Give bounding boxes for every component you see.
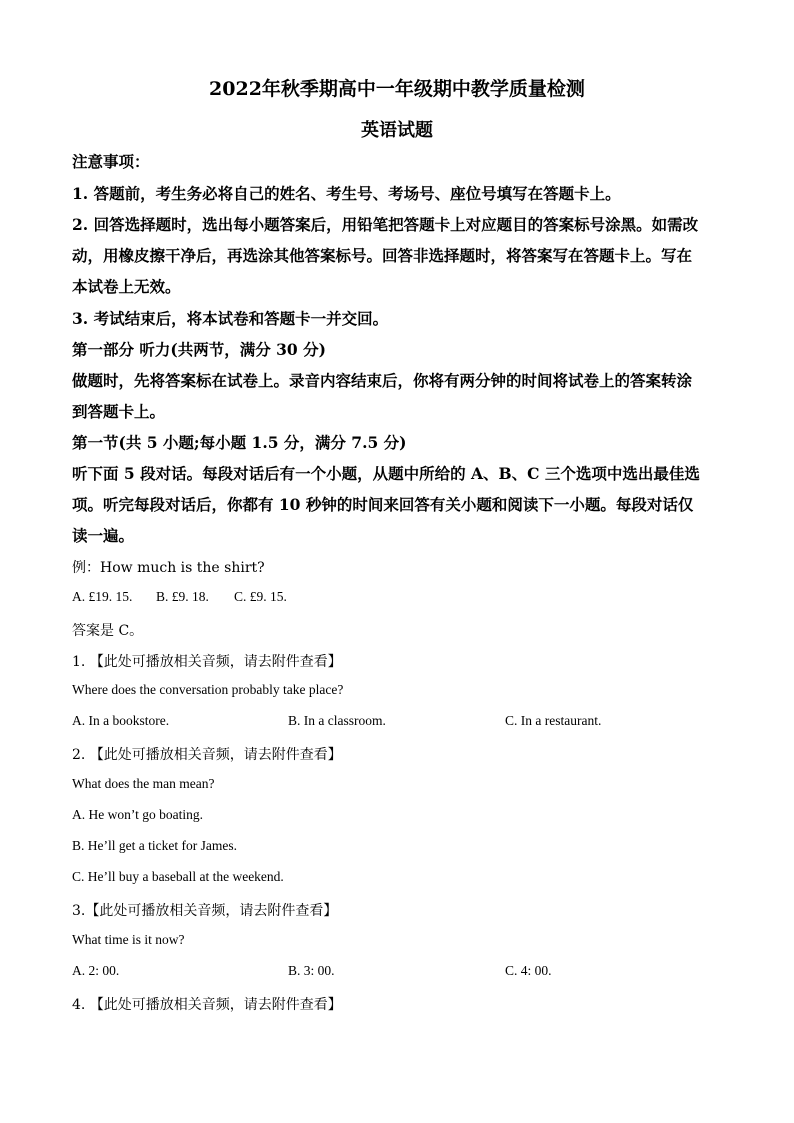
- section1-desc-line-1: 听下面 5 段对话。每段对话后有一个小题，从题中所给的 A、B、C 三个选项中选出最佳选: [72, 464, 700, 483]
- question-3-audio: 3.【此处可播放相关音频，请去附件查看】: [72, 903, 338, 919]
- question-1-option-c: C. In a restaurant.: [505, 713, 602, 728]
- notice-item-2-line-1: 2. 回答选择题时，选出每小题答案后，用铅笔把答题卡上对应题目的答案标号涂黑。如需改: [72, 215, 699, 234]
- notice-item-1: 1. 答题前，考生务必将自己的姓名、考生号、考场号、座位号填写在答题卡上。: [72, 184, 621, 203]
- section1-heading: 第一节(共 5 小题;每小题 1.5 分，满分 7.5 分): [72, 433, 407, 452]
- question-2-option-c: C. He’ll buy a baseball at the weekend.: [72, 869, 284, 884]
- question-3-option-a: A. 2: 00.: [72, 963, 120, 978]
- question-2-option-a: A. He won’t go boating.: [72, 807, 203, 822]
- exam-subtitle: 英语试题: [361, 120, 433, 141]
- question-3-option-c: C. 4: 00.: [505, 963, 552, 978]
- part1-heading: 第一部分 听力(共两节，满分 30 分): [72, 340, 326, 359]
- example-option-a: A. £19. 15.: [72, 589, 133, 604]
- notice-item-2-line-2: 动，用橡皮擦干净后，再选涂其他答案标号。回答非选择题时，将答案写在答题卡上。写在: [72, 246, 693, 265]
- question-3-text: What time is it now?: [72, 932, 185, 947]
- exam-title: 2022年秋季期高中一年级期中教学质量检测: [209, 78, 585, 100]
- question-4-audio: 4. 【此处可播放相关音频，请去附件查看】: [72, 997, 342, 1013]
- question-1-option-a: A. In a bookstore.: [72, 713, 170, 728]
- question-3-option-b: B. 3: 00.: [288, 963, 335, 978]
- part1-desc-line-1: 做题时，先将答案标在试卷上。录音内容结束后，你将有两分钟的时间将试卷上的答案转涂: [72, 371, 693, 390]
- notice-item-3: 3. 考试结束后，将本试卷和答题卡一并交回。: [72, 309, 389, 328]
- question-2-audio: 2. 【此处可播放相关音频，请去附件查看】: [72, 747, 342, 763]
- question-2-text: What does the man mean?: [72, 776, 215, 791]
- example-question: 例：How much is the shirt?: [72, 560, 265, 576]
- section1-desc-line-3: 读一遍。: [72, 526, 135, 545]
- example-answer: 答案是 C。: [72, 623, 144, 639]
- notice-item-2-line-3: 本试卷上无效。: [72, 277, 181, 296]
- section1-desc-line-2: 项。听完每段对话后，你都有 10 秒钟的时间来回答有关小题和阅读下一小题。每段对话仅: [72, 495, 694, 514]
- question-2-option-b: B. He’ll get a ticket for James.: [72, 838, 237, 853]
- example-option-c: C. £9. 15.: [234, 589, 287, 604]
- question-1-audio: 1. 【此处可播放相关音频，请去附件查看】: [72, 654, 342, 670]
- part1-desc-line-2: 到答题卡上。: [72, 402, 166, 421]
- question-1-option-b: B. In a classroom.: [288, 713, 386, 728]
- question-1-text: Where does the conversation probably take place?: [72, 682, 344, 697]
- example-option-b: B. £9. 18.: [156, 589, 209, 604]
- notice-heading: 注意事项：: [72, 152, 150, 171]
